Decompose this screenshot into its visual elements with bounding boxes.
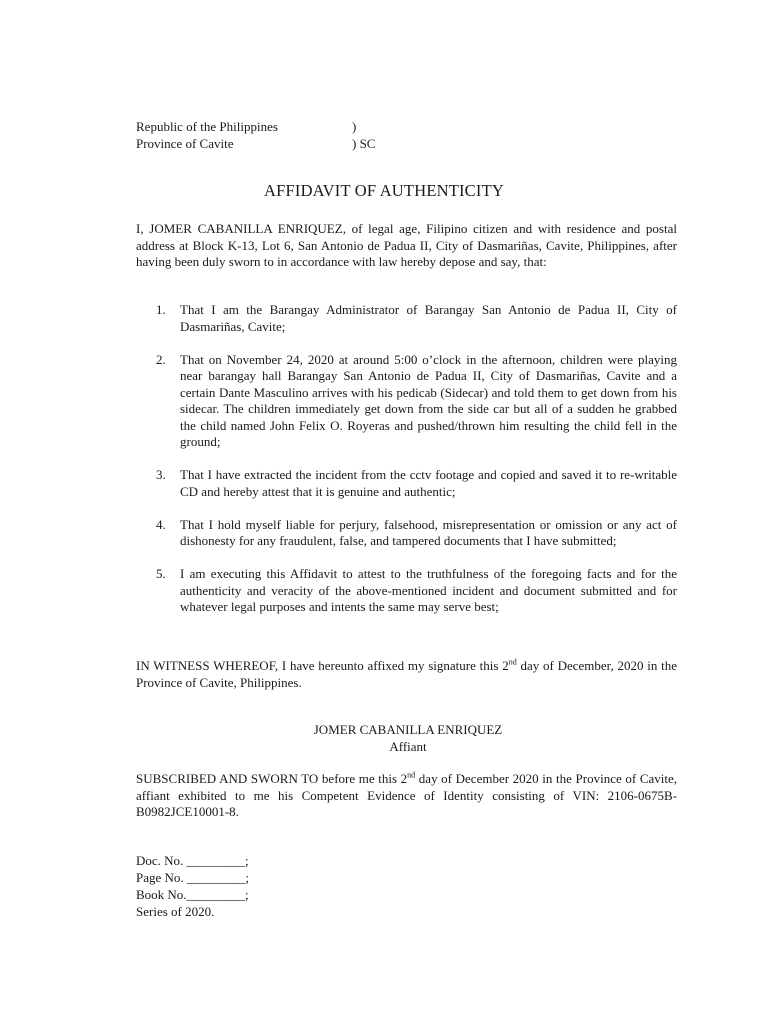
witness-text-start: IN WITNESS WHEREOF, I have hereunto affixed my signature this 2 (136, 658, 509, 673)
statement-item (136, 517, 677, 550)
venue-republic: Republic of the Philippines (136, 119, 278, 134)
jurat-text-end: day of December 2020 in the Province of Cavite, affiant exhibited to me his Competent Evidence of Identity consisting of VIN: 2106-0675B-B0982JCE10001-8. (136, 771, 677, 819)
jurat-ordinal-suffix: nd (407, 770, 416, 780)
venue-bracket-1: ) (352, 119, 357, 134)
statement-text: That on November 24, 2020 at around 5:00 o’clock in the afternoon, children were playing near barangay hall Barangay San Antonio de Padua II, City of Dasmariñas, Cavite and a certain Dante Masculino arrives with his pedicab (Sidecar) and told them to get down from his sidecar. The children immediately get down from the side car but all of a sudden he grabbed the child named John Felix O. Royeras and pushed/thrown him resulting the child fell in the ground; (180, 351, 677, 449)
jurat-text-start: SUBSCRIBED AND SWORN TO before me this 2 (136, 771, 408, 786)
venue-province: Province of Cavite (136, 136, 234, 151)
statement-list (136, 302, 677, 632)
jurat-paragraph (136, 771, 677, 821)
statement-item (136, 467, 677, 500)
witness-ordinal-suffix: nd (508, 657, 517, 667)
statement-number: 4. (156, 516, 166, 532)
statement-item (136, 566, 677, 616)
intro-paragraph: I, JOMER CABANILLA ENRIQUEZ, of legal age, Filipino citizen and with residence and postal address at Block K-13, Lot 6, San Antonio de Padua II, City of Dasmariñas, Cavite, Philippines, after having been duly sworn to in accordance with law hereby depose and say, that: (136, 221, 677, 269)
statement-text: I am executing this Affidavit to attest to the truthfulness of the foregoing facts and for the authenticity and veracity of the above-mentioned incident and document submitted and for whatever legal purposes and intents the same may serve best; (180, 566, 677, 614)
affiant-role: Affiant (389, 739, 427, 754)
statement-item (136, 302, 677, 335)
witness-paragraph (136, 658, 677, 691)
statement-text: That I hold myself liable for perjury, falsehood, misrepresentation or omission or any act of dishonesty for any fraudulent, false, and tampered documents that I have submitted; (180, 516, 677, 548)
book-number-line: Book No._________; (136, 887, 249, 902)
statement-text: That I am the Barangay Administrator of Barangay San Antonio de Padua II, City of Dasmariñas, Cavite; (180, 302, 677, 334)
statement-number: 2. (156, 351, 166, 367)
statement-text: That I have extracted the incident from the cctv footage and copied and saved it to re-writable CD and hereby attest that it is genuine and authentic; (180, 467, 677, 499)
witness-text-end: day of December, 2020 in the Province of Cavite, Philippines. (136, 658, 677, 690)
doc-number-line: Doc. No. _________; (136, 853, 249, 868)
series-line: Series of 2020. (136, 904, 215, 919)
page-number-line: Page No. _________; (136, 870, 250, 885)
statement-number: 1. (156, 302, 166, 317)
statement-item (136, 352, 677, 451)
venue-bracket-2: ) SC (352, 136, 376, 151)
notarial-register-block (136, 853, 249, 921)
statement-number: 5. (156, 566, 166, 581)
document-title: AFFIDAVIT OF AUTHENTICITY (264, 181, 504, 200)
affiant-name: JOMER CABANILLA ENRIQUEZ (313, 722, 503, 737)
statement-number: 3. (156, 467, 166, 482)
